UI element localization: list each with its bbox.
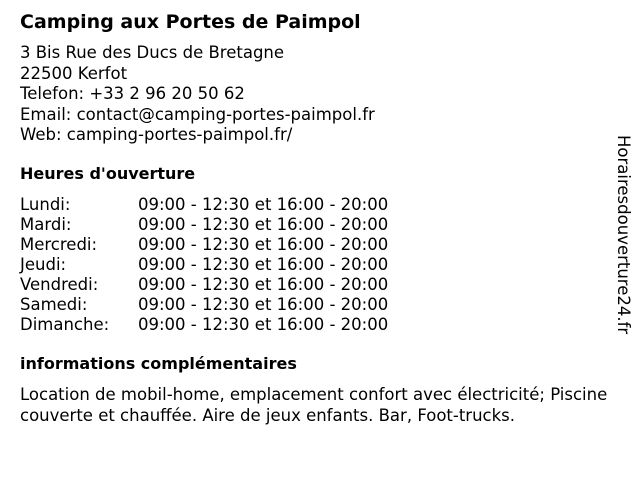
day-hours: 09:00 - 12:30 et 16:00 - 20:00 [138,315,389,334]
hours-row-friday [20,275,440,295]
hours-row-tuesday [20,215,440,235]
hours-row-saturday [20,295,440,315]
day-hours: 09:00 - 12:30 et 16:00 - 20:00 [138,235,389,254]
watermark-text: Horairesdouverture24.fr [614,135,633,335]
hours-row-sunday [20,315,440,335]
day-hours: 09:00 - 12:30 et 16:00 - 20:00 [138,195,389,214]
address-block [20,43,375,146]
day-hours: 09:00 - 12:30 et 16:00 - 20:00 [138,215,389,234]
day-hours: 09:00 - 12:30 et 16:00 - 20:00 [138,295,389,314]
info-heading: informations complémentaires [20,354,297,373]
day-hours: 09:00 - 12:30 et 16:00 - 20:00 [138,255,389,274]
hours-row-wednesday [20,235,440,255]
hours-table [20,195,440,335]
phone-line: Telefon: +33 2 96 20 50 62 [20,84,245,103]
street-address: 3 Bis Rue des Ducs de Bretagne [20,43,285,62]
web-line: Web: camping-portes-paimpol.fr/ [20,125,293,144]
info-description: Location de mobil-home, emplacement confort avec électricité; Piscine couverte et chauffée. Aire de jeux enfants. Bar, Foot-trucks. [20,385,608,425]
day-label: Dimanche: [20,315,110,334]
day-label: Mercredi: [20,235,98,254]
hours-row-monday [20,195,440,215]
day-label: Jeudi: [20,255,67,274]
hours-heading: Heures d'ouverture [20,164,196,183]
day-hours: 09:00 - 12:30 et 16:00 - 20:00 [138,275,389,294]
day-label: Lundi: [20,195,71,214]
business-name: Camping aux Portes de Paimpol [20,11,361,33]
hours-row-thursday [20,255,440,275]
day-label: Vendredi: [20,275,99,294]
city-postal: 22500 Kerfot [20,63,128,83]
email-line: Email: contact@camping-portes-paimpol.fr [20,104,375,124]
day-label: Mardi: [20,215,72,234]
day-label: Samedi: [20,295,88,314]
